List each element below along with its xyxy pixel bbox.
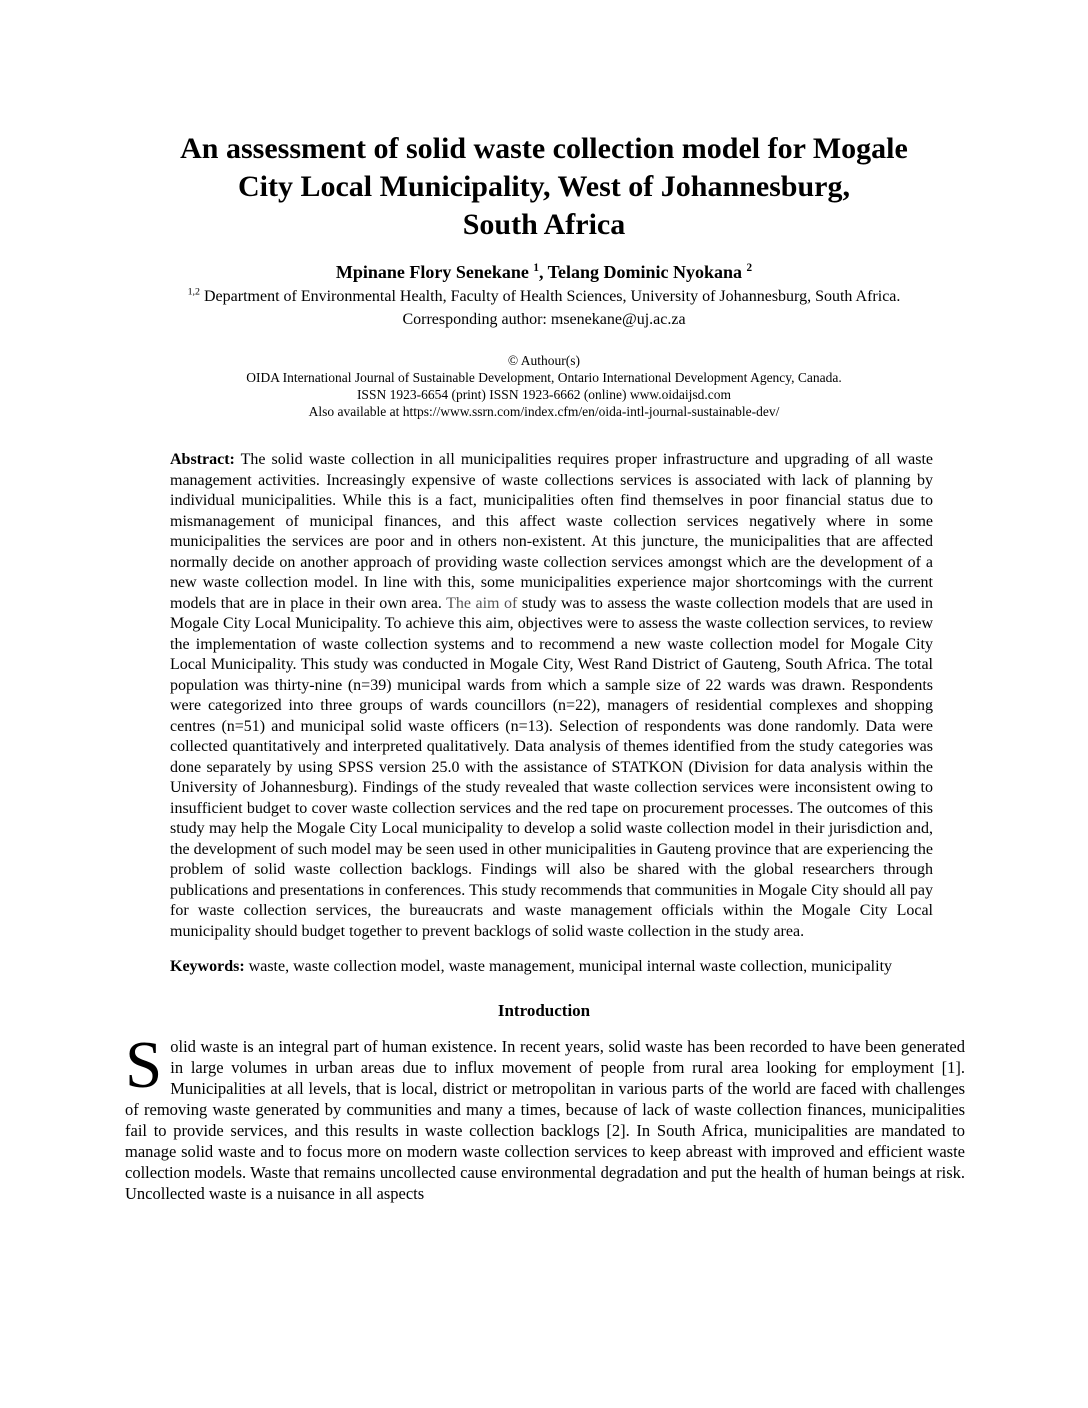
keywords-text: waste, waste collection model, waste management, municipal internal waste collection, municipality — [244, 958, 893, 975]
journal-name-line: OIDA International Journal of Sustainable Development, Ontario International Development Agency, Canada. — [246, 370, 842, 385]
keywords-paragraph — [170, 957, 933, 978]
author-superscript-1: 1 — [533, 262, 539, 274]
affiliation-line — [60, 286, 1028, 308]
author-superscript-2: 2 — [746, 262, 753, 274]
introduction-text: olid waste is an integral part of human existence. In recent years, solid waste has been recorded to have been generated in large volumes in urban areas due to influx movement of people from rural area looking for employment [1]. Municipalities at all levels, that is local, district or metropolitan in various parts of the world are faced with challenges of removing waste generated by communities and many a times, because of lack of waste collection finances, municipalities fail to provide services, and this results in waste collection backlogs [2]. In South Africa, municipalities are mandated to manage solid waste and to focus more on modern waste collection services to keep abreast with improved and efficient waste collection models. Waste that remains uncollected cause environmental degradation and put the health of human beings at risk. Uncollected waste is a nuisance in all aspects — [125, 1036, 965, 1203]
availability-line: Also available at https://www.ssrn.com/index.cfm/en/oida-intl-journal-sustainable-dev/ — [308, 404, 780, 419]
introduction-heading: Introduction — [497, 1000, 591, 1020]
author-name-2: Telang Dominic Nyokana — [547, 262, 747, 282]
author-separator: , — [538, 262, 548, 282]
affiliation-text: Department of Environmental Health, Faculty of Health Sciences, University of Johannesburg, South Africa. — [199, 288, 901, 305]
keywords-label: Keywords: — [170, 958, 245, 975]
paper-title — [100, 130, 988, 244]
affiliation-superscript: 1,2 — [187, 286, 200, 298]
corresponding-author-line: Corresponding author: msenekane@uj.ac.za — [402, 311, 686, 328]
introduction-paragraph — [125, 1027, 965, 1204]
authors-line — [0, 260, 1088, 284]
copyright-line: © Authour(s) — [507, 353, 581, 368]
abstract-text-2: study was to assess the waste collection models that are used in Mogale City Local Municipality. To achieve this aim, objectives were to assess the waste collection services, to review the implementation of waste collection systems and to recommend a new waste collection model for Mogale City Local Municipality. This study was conducted in Mogale City, West Rand District of Gauteng, South Africa. The total population was thirty-nine (n=39) municipal wards from which a sample size of 22 wards was drawn. Respondents were categorized into three groups of wards councillors (n=22), managers of residential complexes and shopping centres (n=51) and municipal solid waste officers (n=13). Selection of respondents was done randomly. Data were collected quantitatively and interpreted qualitatively. Data analysis of themes identified from the study categories was done separately by using SPSS version 25.0 with the assistance of STATKON (Division for data analysis within the University of Johannesburg). Findings of the study revealed that waste collection services were inconsistent owing to insufficient budget to cover waste collection services and the red tape on procurement processes. The outcomes of this study may help the Mogale City Local municipality to develop a solid waste collection model in their jurisdiction and, the development of such model may be seen used in other municipalities in Gauteng province that are experiencing the problem of solid waste collection backlogs. Findings will also be shared with the global researchers through publications and presentations in conferences. This study recommends that communities in Mogale City should all pay for waste collection services, the bureaucrats and waste management officials within the Mogale City Local municipality should budget together to prevent backlogs of solid waste collection in the study area. — [170, 594, 934, 940]
abstract-text-highlight: The aim of — [441, 594, 522, 612]
author-name-1: Mpinane Flory Senekane — [335, 262, 534, 282]
abstract-paragraph — [170, 450, 933, 942]
abstract-label: Abstract: — [170, 451, 235, 468]
abstract-text-1: The solid waste collection in all municipalities requires proper infrastructure and upgrading of all waste management activities. Increasingly expensive of waste collections services is associated with lack of planning by individual municipalities. While this is a fact, municipalities often find themselves in poor financial status due to mismanagement of municipal finances, and this affect waste collection services negatively where in some municipalities the services are poor and in others non-existent. At this juncture, the municipalities that are affected normally decide on another approach of providing waste collection services amongst which are the development of a new waste collection model. In line with this, some municipalities experience major shortcomings with the current models that are in place in their own area. — [170, 451, 933, 612]
drop-cap: S — [125, 1027, 163, 1102]
issn-line: ISSN 1923-6654 (print) ISSN 1923-6662 (online) www.oidaijsd.com — [356, 387, 732, 402]
journal-imprint-block — [0, 352, 1088, 420]
paper-title-line-2: City Local Municipality, West of Johannesburg, — [237, 170, 850, 203]
paper-title-line-3: South Africa — [462, 208, 626, 241]
paper-title-line-1: An assessment of solid waste collection model for Mogale — [180, 132, 908, 165]
